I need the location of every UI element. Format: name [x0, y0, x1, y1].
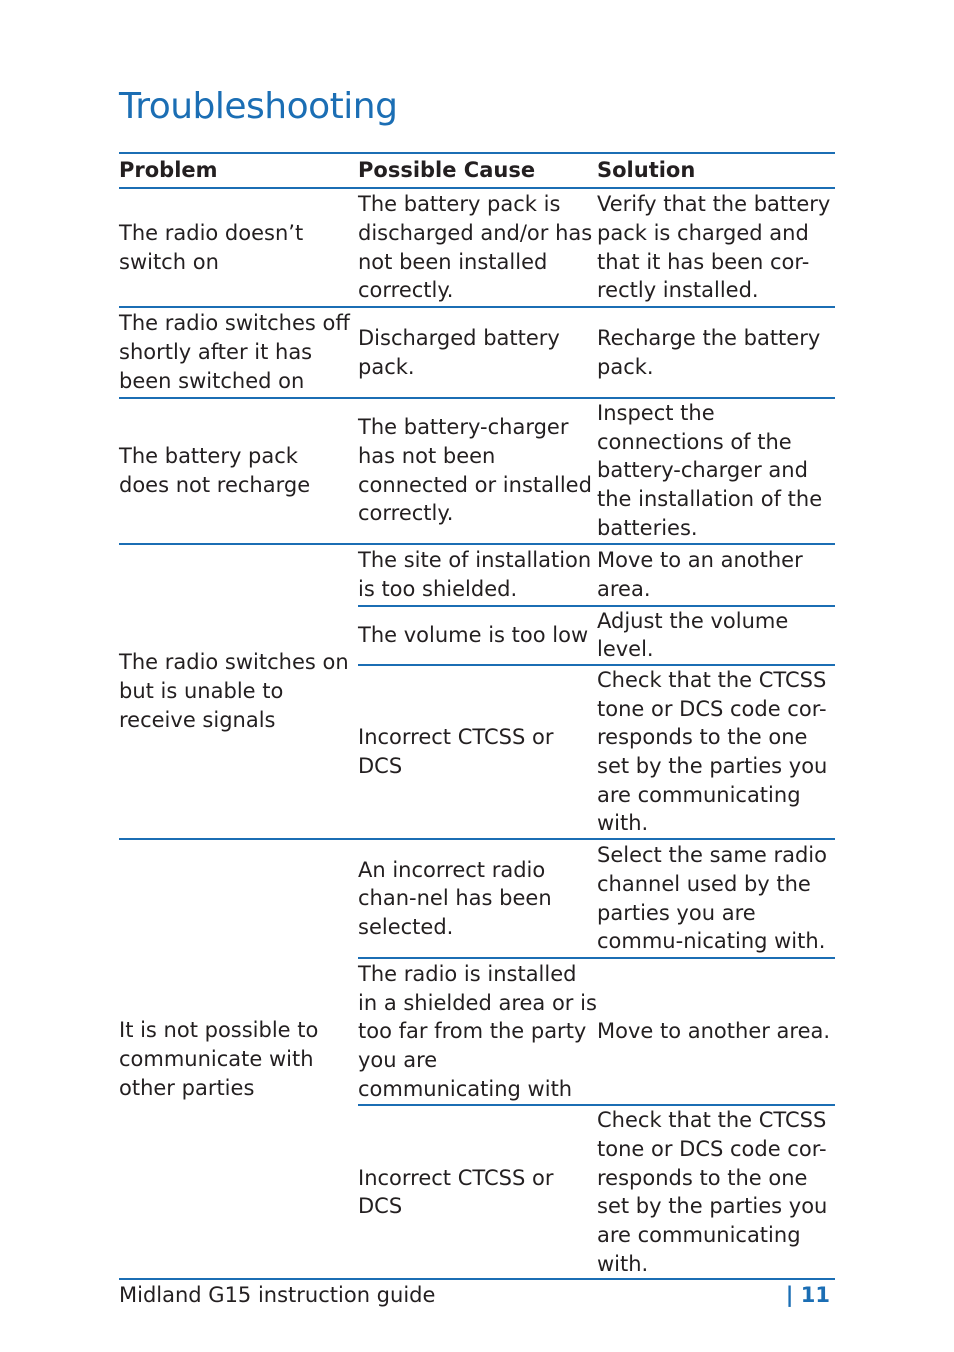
solution-cell: Move to another area. [597, 958, 835, 1105]
footer-page-number: | 11 [785, 1283, 830, 1307]
cause-cell: The volume is too low [358, 606, 597, 665]
solution-cell: Inspect the connections of the battery-charger and the installation of the batteries. [597, 398, 835, 544]
cause-cell: The site of installation is too shielded. [358, 544, 597, 606]
solution-cell: Check that the CTCSS tone or DCS code cor-responds to the one set by the parties you are communicating with. [597, 665, 835, 839]
table-row [119, 398, 835, 544]
problem-cell: The radio switches on but is unable to receive signals [119, 544, 358, 840]
cause-cell: An incorrect radio chan-nel has been selected. [358, 839, 597, 958]
cause-cell: Incorrect CTCSS or DCS [358, 1105, 597, 1279]
troubleshooting-table [119, 152, 835, 1280]
problem-cell: The radio switches off shortly after it has been switched on [119, 307, 358, 398]
cause-cell: The radio is installed in a shielded area or is too far from the party you are communicating with [358, 958, 597, 1105]
header-problem: Problem [119, 153, 358, 188]
page-title: Troubleshooting [119, 86, 398, 127]
solution-cell: Select the same radio channel used by the parties you are commu-nicating with. [597, 839, 835, 958]
solution-cell: Check that the CTCSS tone or DCS code cor-responds to the one set by the parties you are communicating with. [597, 1105, 835, 1279]
table-row [119, 839, 835, 958]
header-solution: Solution [597, 153, 835, 188]
solution-cell: Verify that the battery pack is charged and that it has been cor-rectly installed. [597, 188, 835, 307]
table-row [119, 544, 835, 606]
problem-cell: The radio doesn’t switch on [119, 188, 358, 307]
table-row [119, 188, 835, 307]
table-row [119, 307, 835, 398]
cause-cell: The battery-charger has not been connected or installed correctly. [358, 398, 597, 544]
header-possible-cause: Possible Cause [358, 153, 597, 188]
solution-cell: Adjust the volume level. [597, 606, 835, 665]
problem-cell: The battery pack does not recharge [119, 398, 358, 544]
problem-cell: It is not possible to communicate with other parties [119, 839, 358, 1279]
table-header-row [119, 153, 835, 188]
solution-cell: Move to an another area. [597, 544, 835, 606]
cause-cell: Discharged battery pack. [358, 307, 597, 398]
solution-cell: Recharge the battery pack. [597, 307, 835, 398]
cause-cell: The battery pack is discharged and/or has not been installed correctly. [358, 188, 597, 307]
cause-cell: Incorrect CTCSS or DCS [358, 665, 597, 839]
footer-guide-title: Midland G15 instruction guide [119, 1283, 436, 1307]
